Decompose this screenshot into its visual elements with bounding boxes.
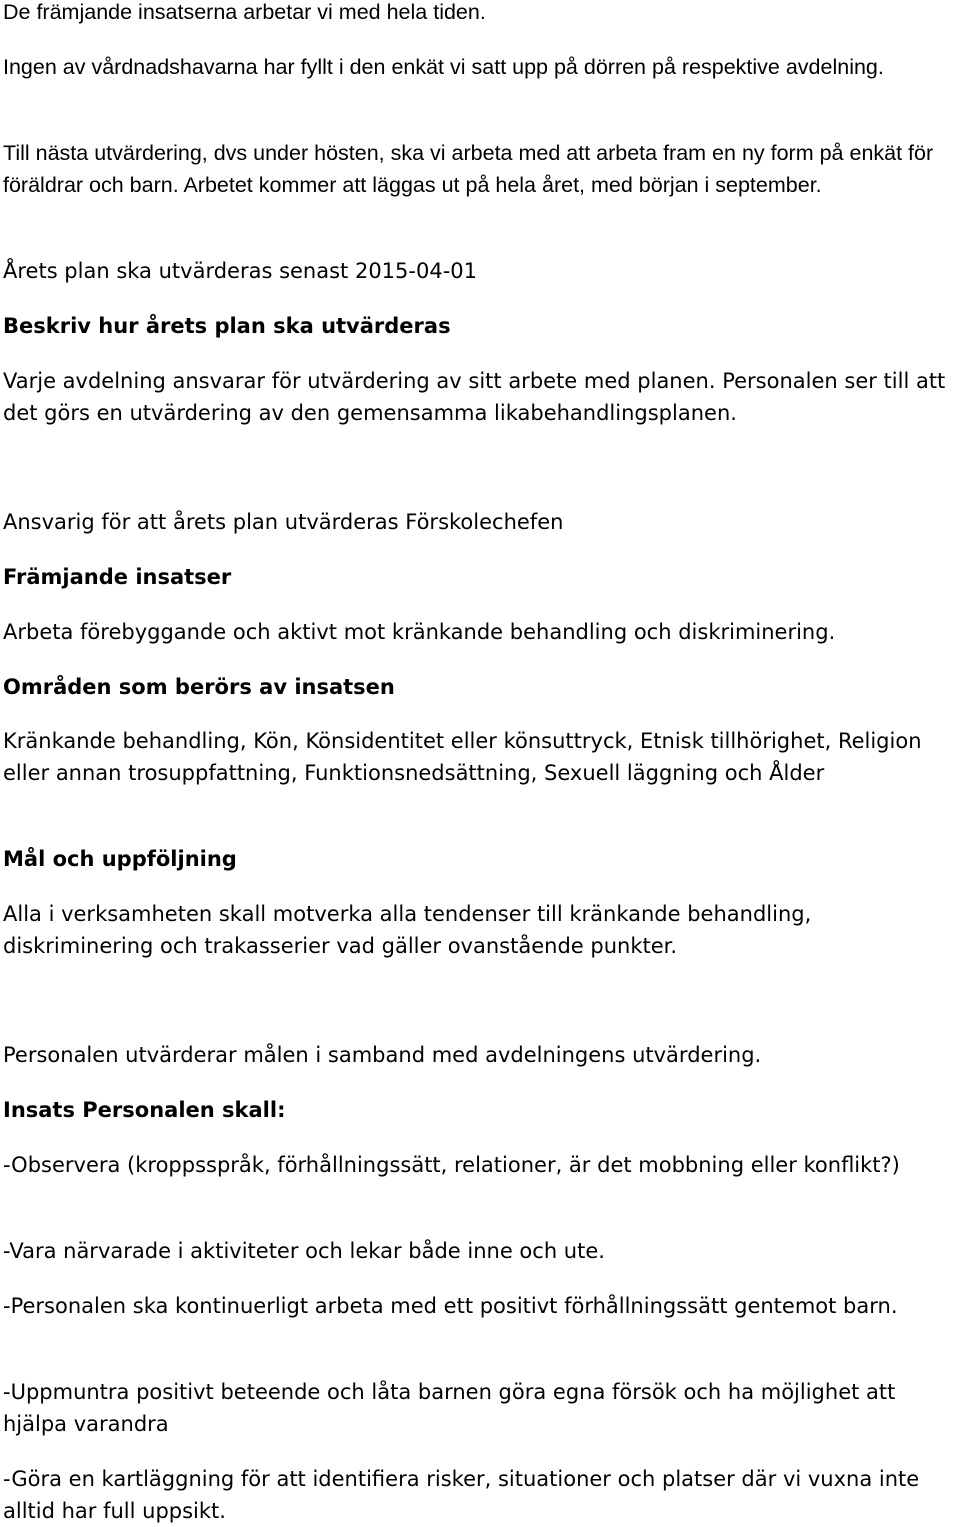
heading-staff-actions xyxy=(3,1095,955,1127)
goals-text: Alla i verksamheten skall motverka alla tendenser till kränkande behandling, diskriminering och trakasserier vad gäller ovanstående punkter. xyxy=(3,902,812,958)
paragraph-survey: Ingen av vårdnadshavarna har fyllt i den enkät vi satt upp på dörren på respektive avdelning. xyxy=(3,55,884,79)
list-item: -Vara närvarade i aktiviteter och lekar både inne och ute. xyxy=(3,1239,605,1263)
responsible-line: Ansvarig för att årets plan utvärderas Förskolechefen xyxy=(3,510,564,534)
list-item: -Observera (kroppsspråk, förhållningssätt, relationer, är det mobbning eller konflikt?) xyxy=(3,1153,900,1177)
describe-evaluation-text: Varje avdelning ansvarar för utvärdering av sitt arbete med planen. Personalen ser till att det görs en utvärdering av den gemensamma likabehandlingsplanen. xyxy=(3,369,946,425)
heading-promoting-efforts: Främjande insatser xyxy=(3,565,232,589)
list-item: -Personalen ska kontinuerligt arbeta med ett positivt förhållningssätt gentemot barn. xyxy=(3,1294,898,1318)
paragraph-next-evaluation: Till nästa utvärdering, dvs under hösten, ska vi arbeta med att arbeta fram en ny form på enkät för föräldrar och barn. Arbetet kommer att läggas ut på hela året, med början i september. xyxy=(3,141,934,197)
list-item: -Göra en kartläggning för att identifiera risker, situationer och platser där vi vuxna inte alltid har full uppsikt. xyxy=(3,1467,920,1523)
paragraph-promoting-efforts: De främjande insatserna arbetar vi med hela tiden. xyxy=(3,0,486,24)
heading-staff-actions-label: Insats Personalen skall xyxy=(3,1098,278,1122)
promoting-efforts-text: Arbeta förebyggande och aktivt mot kränkande behandling och diskriminering. xyxy=(3,620,836,644)
heading-affected-areas: Områden som berörs av insatsen xyxy=(3,675,395,699)
goals-followup-text: Personalen utvärderar målen i samband med avdelningens utvärdering. xyxy=(3,1043,762,1067)
heading-describe-evaluation: Beskriv hur årets plan ska utvärderas xyxy=(3,314,451,338)
list-item: -Uppmuntra positivt beteende och låta barnen göra egna försök och ha möjlighet att hjälpa varandra xyxy=(3,1380,896,1436)
evaluation-deadline-line: Årets plan ska utvärderas senast 2015-04-01 xyxy=(3,259,478,283)
affected-areas-text: Kränkande behandling, Kön, Könsidentitet eller könsuttryck, Etnisk tillhörighet, Religion eller annan trosuppfattning, Funktionsnedsättning, Sexuell läggning och Ålder xyxy=(3,729,922,785)
heading-staff-actions-colon: : xyxy=(277,1098,286,1122)
heading-goals-followup: Mål och uppföljning xyxy=(3,847,237,871)
